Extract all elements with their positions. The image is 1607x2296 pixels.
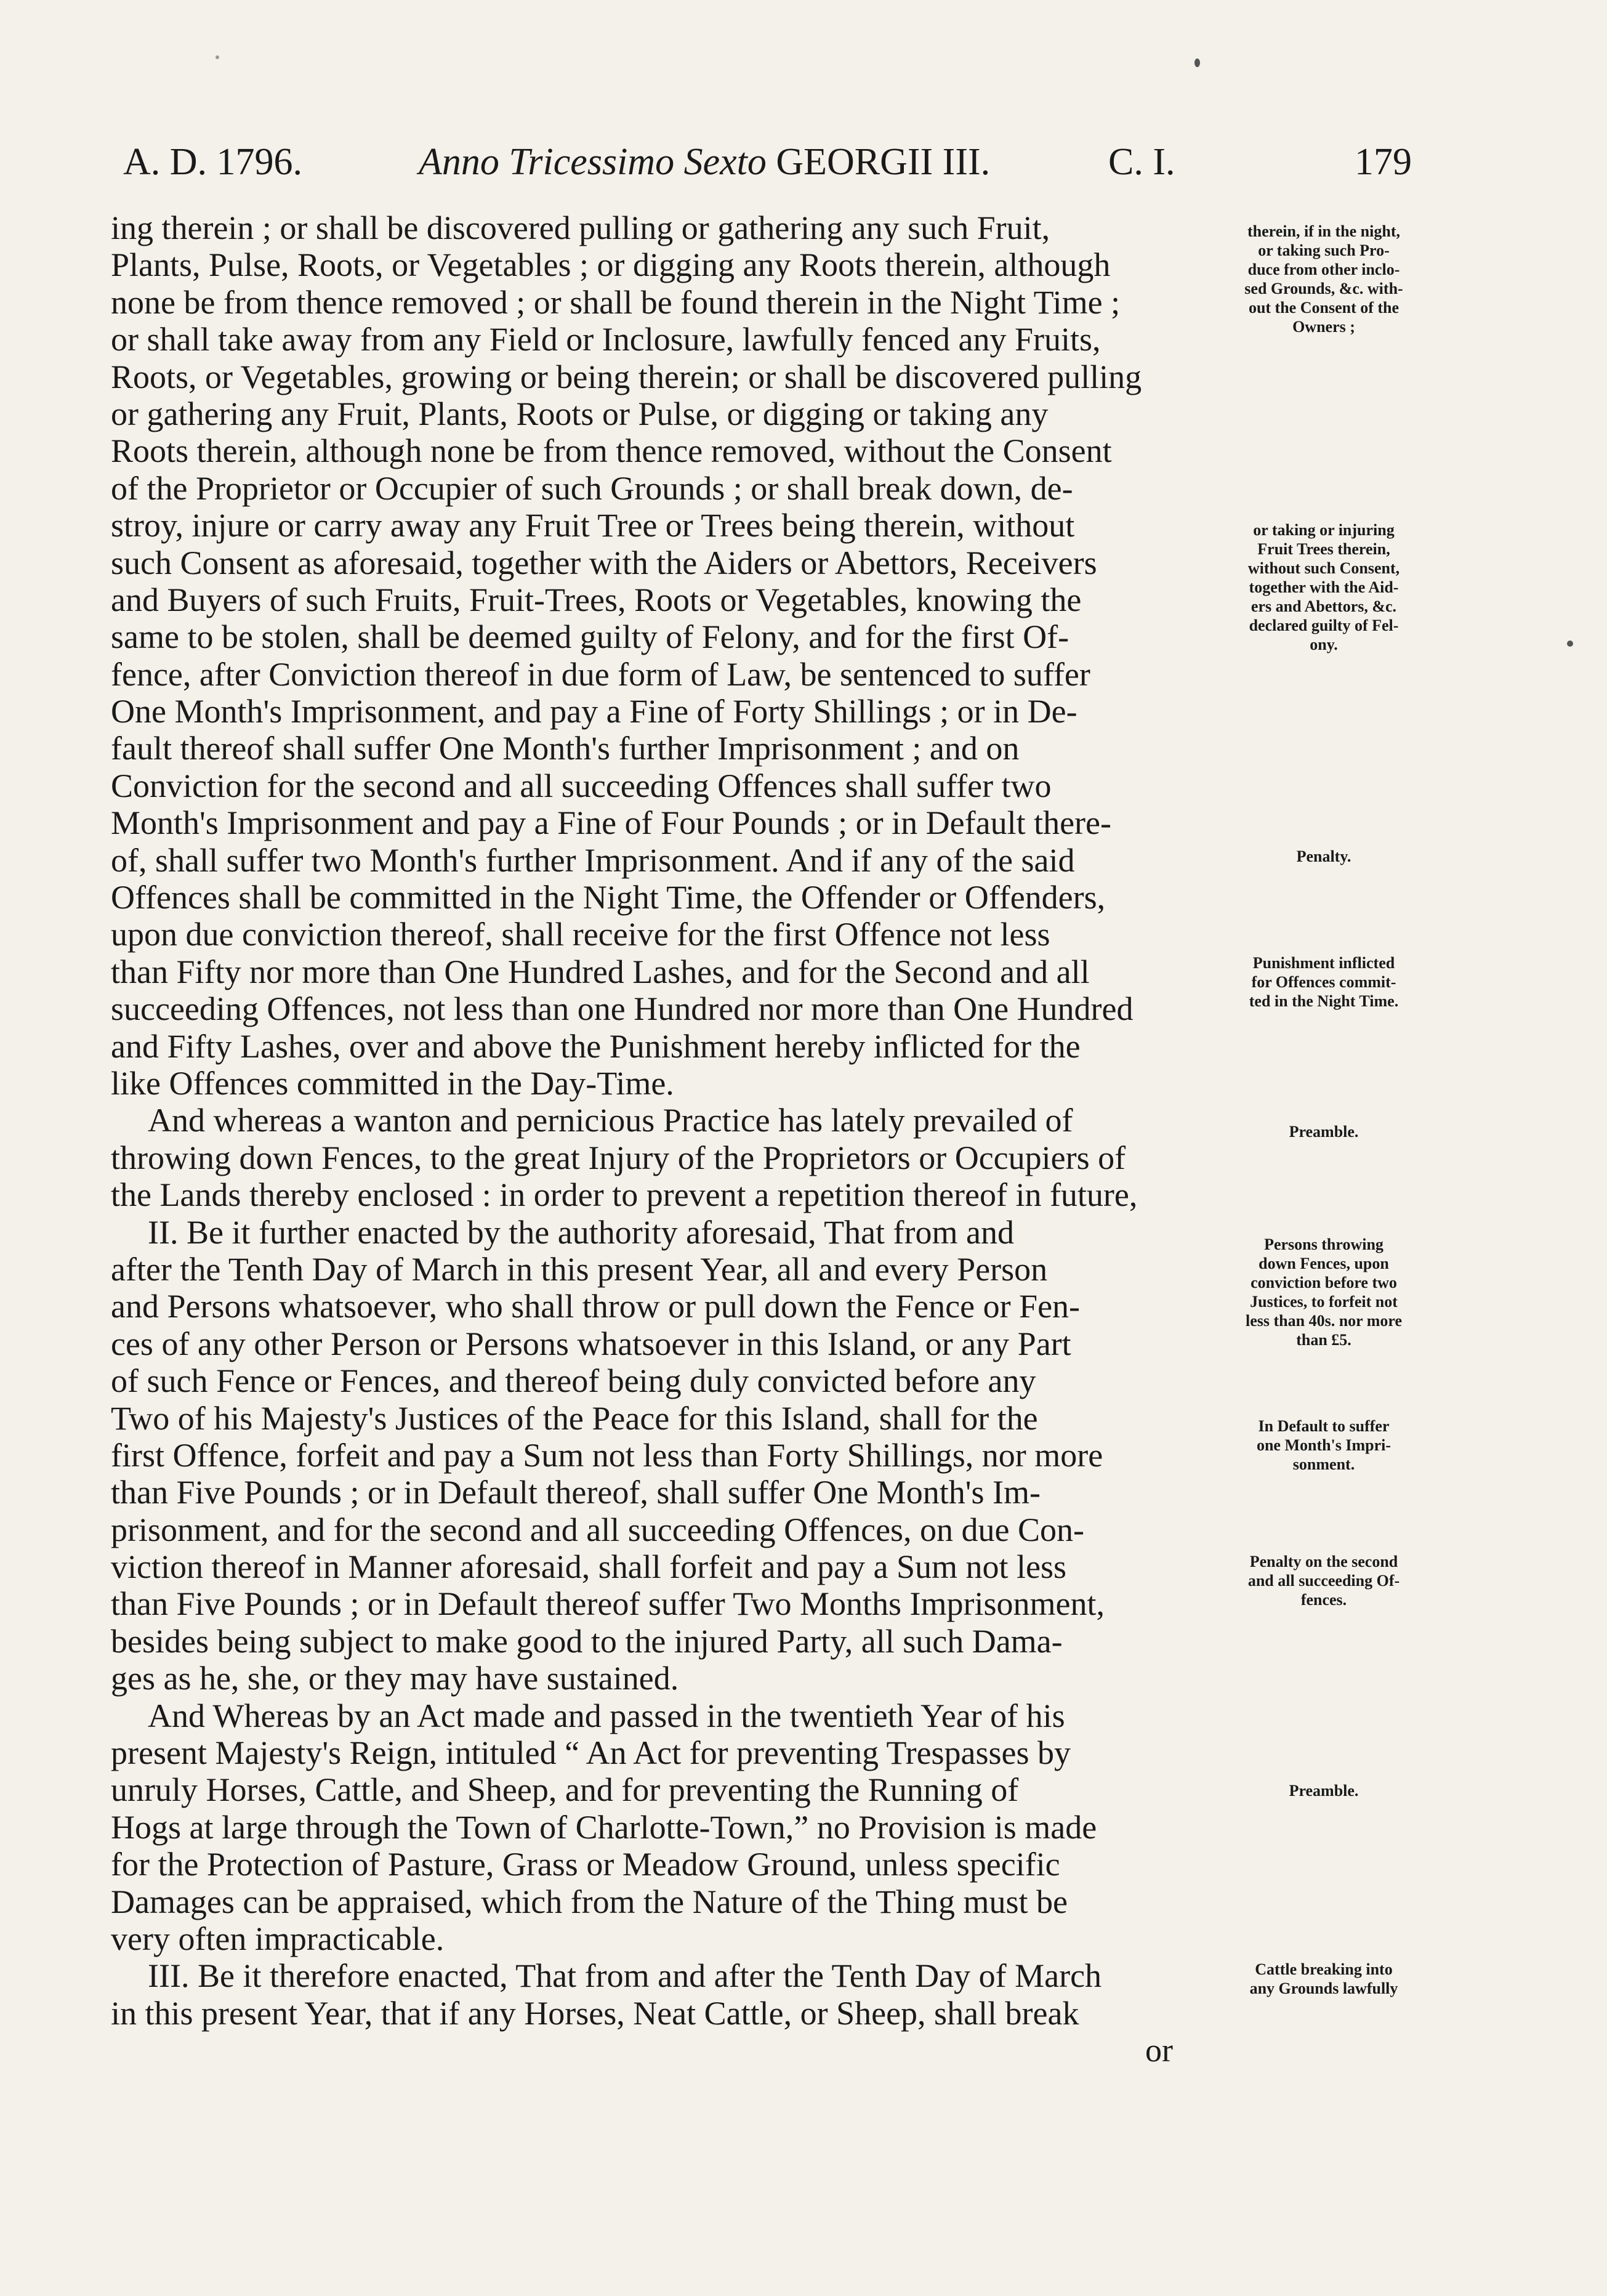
ink-speck xyxy=(1567,641,1573,647)
header-year: A. D. 1796. xyxy=(123,141,303,183)
margin-note xyxy=(1213,1552,1435,1609)
text-line: and Persons whatsoever, who shall throw or pull down the Fence or Fen- xyxy=(111,1288,1081,1325)
text-line: Two of his Majesty's Justices of the Peace for this Island, shall for the xyxy=(111,1399,1038,1437)
margin-line: or taking such Pro- xyxy=(1258,241,1390,259)
text-line: throwing down Fences, to the great Injury of the Proprietors or Occupiers of xyxy=(111,1139,1126,1176)
margin-note xyxy=(1213,222,1435,336)
main-text xyxy=(111,209,1182,2069)
text-line: first Offence, forfeit and pay a Sum not less than Forty Shillings, nor more xyxy=(111,1436,1103,1474)
margin-line: out the Consent of the xyxy=(1248,299,1400,317)
text-line: succeeding Offences, not less than one Hundred nor more than One Hundred xyxy=(111,990,1134,1028)
margin-line: Cattle breaking into xyxy=(1255,1960,1393,1978)
margin-line: down Fences, upon xyxy=(1259,1255,1389,1272)
margin-note xyxy=(1213,953,1435,1011)
text-line: in this present Year, that if any Horses, Neat Cattle, or Sheep, shall break xyxy=(111,1994,1079,2032)
text-line: besides being subject to make good to the injured Party, all such Dama- xyxy=(111,1622,1063,1660)
text-line: Conviction for the second and all succeeding Offences shall suffer two xyxy=(111,767,1052,804)
margin-line: Persons throwing xyxy=(1264,1235,1383,1253)
page-number: 179 xyxy=(1355,141,1412,183)
margin-line: Penalty. xyxy=(1296,847,1351,865)
text-line: like Offences committed in the Day-Time. xyxy=(111,1064,674,1102)
text-line: unruly Horses, Cattle, and Sheep, and for preventing the Running of xyxy=(111,1771,1019,1809)
text-line: fence, after Conviction thereof in due form of Law, be sentenced to suffer xyxy=(111,655,1090,693)
text-line: fault thereof shall suffer One Month's further Imprisonment ; and on xyxy=(111,730,1020,767)
text-line: of the Proprietor or Occupier of such Grounds ; or shall break down, de- xyxy=(111,469,1073,507)
margin-line: for Offences commit- xyxy=(1251,973,1396,991)
margin-line: ony. xyxy=(1310,636,1338,653)
header-chapter: C. I. xyxy=(1108,141,1175,183)
margin-line: In Default to suffer xyxy=(1258,1417,1390,1435)
text-line: such Consent as aforesaid, together with the Aiders or Abettors, Receivers xyxy=(111,544,1097,581)
margin-line: Penalty on the second xyxy=(1249,1553,1398,1570)
margin-line: Owners ; xyxy=(1292,318,1355,336)
text-line: for the Protection of Pasture, Grass or Meadow Ground, unless specific xyxy=(111,1846,1060,1883)
text-line: viction thereof in Manner aforesaid, shall forfeit and pay a Sum not less xyxy=(111,1548,1067,1586)
text-line: upon due conviction thereof, shall receive for the first Offence not less xyxy=(111,916,1050,953)
text-line: than Fifty nor more than One Hundred Lashes, and for the Second and all xyxy=(111,953,1090,990)
margin-line: Punishment inflicted xyxy=(1252,954,1395,972)
text-line: or gathering any Fruit, Plants, Roots or Pulse, or digging or taking any xyxy=(111,395,1049,432)
text-line: present Majesty's Reign, intituled “ An Act for preventing Trespasses by xyxy=(111,1734,1071,1772)
text-line: III. Be it therefore enacted, That from and after the Tenth Day of March xyxy=(148,1957,1102,1995)
text-line: stroy, injure or carry away any Fruit Tree or Trees being therein, without xyxy=(111,507,1075,544)
text-line: Offences shall be committed in the Night Time, the Offender or Offenders, xyxy=(111,879,1106,916)
header-title-italic: Anno Tricessimo Sexto xyxy=(419,141,767,183)
margin-line: fences. xyxy=(1300,1591,1347,1609)
margin-note xyxy=(1213,847,1435,866)
text-line: And whereas a wanton and pernicious Practice has lately prevailed of xyxy=(148,1102,1073,1139)
ink-speck xyxy=(1194,59,1200,67)
text-line: none be from thence removed ; or shall be found therein in the Night Time ; xyxy=(111,283,1121,321)
margin-note xyxy=(1213,1781,1435,1800)
text-line: than Five Pounds ; or in Default thereof, shall suffer One Month's Im- xyxy=(111,1474,1041,1511)
text-line: II. Be it further enacted by the authority aforesaid, That from and xyxy=(148,1213,1014,1251)
margin-line: or taking or injuring xyxy=(1253,521,1395,539)
text-line: Hogs at large through the Town of Charlotte-Town,” no Provision is made xyxy=(111,1808,1097,1846)
margin-line: any Grounds lawfully xyxy=(1249,1979,1398,1997)
margin-line: Preamble. xyxy=(1289,1123,1359,1141)
text-line: after the Tenth Day of March in this present Year, all and every Person xyxy=(111,1250,1048,1288)
margin-note xyxy=(1213,520,1435,654)
catchword: or xyxy=(1145,2032,1173,2069)
margin-line: than £5. xyxy=(1296,1331,1351,1349)
margin-line: sed Grounds, &c. with- xyxy=(1244,280,1403,297)
margin-line: without such Consent, xyxy=(1247,559,1400,577)
text-line: very often impracticable. xyxy=(111,1920,445,1957)
text-line: the Lands thereby enclosed : in order to prevent a repetition thereof in future, xyxy=(111,1176,1138,1214)
header-title xyxy=(419,140,990,184)
margin-note xyxy=(1213,1122,1435,1141)
text-line: prisonment, and for the second and all succeeding Offences, on due Con- xyxy=(111,1511,1085,1548)
text-line: and Fifty Lashes, over and above the Punishment hereby inflicted for the xyxy=(111,1027,1081,1065)
margin-line: Preamble. xyxy=(1289,1782,1359,1800)
text-line: One Month's Imprisonment, and pay a Fine of Forty Shillings ; or in De- xyxy=(111,693,1077,730)
text-line: or shall take away from any Field or Inclosure, lawfully fenced any Fruits, xyxy=(111,321,1101,358)
text-line: ges as he, she, or they may have sustained. xyxy=(111,1660,679,1697)
margin-note xyxy=(1213,1960,1435,1998)
margin-line: therein, if in the night, xyxy=(1247,222,1400,240)
margin-line: Justices, to forfeit not xyxy=(1250,1293,1398,1311)
ink-speck xyxy=(215,55,219,59)
text-line: Plants, Pulse, Roots, or Vegetables ; or digging any Roots therein, although xyxy=(111,246,1111,284)
margin-line: conviction before two xyxy=(1251,1274,1397,1292)
text-line: and Buyers of such Fruits, Fruit-Trees, Roots or Vegetables, knowing the xyxy=(111,581,1082,618)
margin-line: duce from other inclo- xyxy=(1247,261,1400,278)
text-line: than Five Pounds ; or in Default thereof suffer Two Months Imprisonment, xyxy=(111,1585,1105,1623)
margin-note xyxy=(1213,1235,1435,1349)
text-line: of such Fence or Fences, and thereof being duly convicted before any xyxy=(111,1362,1036,1400)
margin-line: less than 40s. nor more xyxy=(1246,1312,1402,1330)
text-line: Roots therein, although none be from thence removed, without the Consent xyxy=(111,432,1112,470)
text-line: of, shall suffer two Month's further Imprisonment. And if any of the said xyxy=(111,841,1075,879)
text-line: And Whereas by an Act made and passed in the twentieth Year of his xyxy=(148,1697,1065,1734)
margin-line: one Month's Impri- xyxy=(1256,1436,1392,1454)
text-line: Roots, or Vegetables, growing or being therein; or shall be discovered pulling xyxy=(111,358,1142,395)
text-line: same to be stolen, shall be deemed guilty of Felony, and for the first Of- xyxy=(111,618,1069,656)
margin-line: together with the Aid- xyxy=(1249,578,1399,596)
text-line: ing therein ; or shall be discovered pulling or gathering any such Fruit, xyxy=(111,209,1050,246)
margin-line: sonment. xyxy=(1292,1455,1355,1473)
running-header xyxy=(123,140,1478,190)
margin-line: Fruit Trees therein, xyxy=(1257,540,1390,558)
margin-line: ers and Abettors, &c. xyxy=(1251,597,1397,615)
margin-note xyxy=(1213,1417,1435,1474)
margin-line: declared guilty of Fel- xyxy=(1249,616,1399,634)
margin-line: and all succeeding Of- xyxy=(1247,1572,1400,1590)
text-line: Damages can be appraised, which from the Nature of the Thing must be xyxy=(111,1883,1068,1920)
text-line: Month's Imprisonment and pay a Fine of Four Pounds ; or in Default there- xyxy=(111,804,1111,842)
text-line: ces of any other Person or Persons whatsoever in this Island, or any Part xyxy=(111,1325,1071,1362)
header-title-rest: GEORGII III. xyxy=(766,141,991,183)
margin-line: ted in the Night Time. xyxy=(1249,992,1399,1010)
